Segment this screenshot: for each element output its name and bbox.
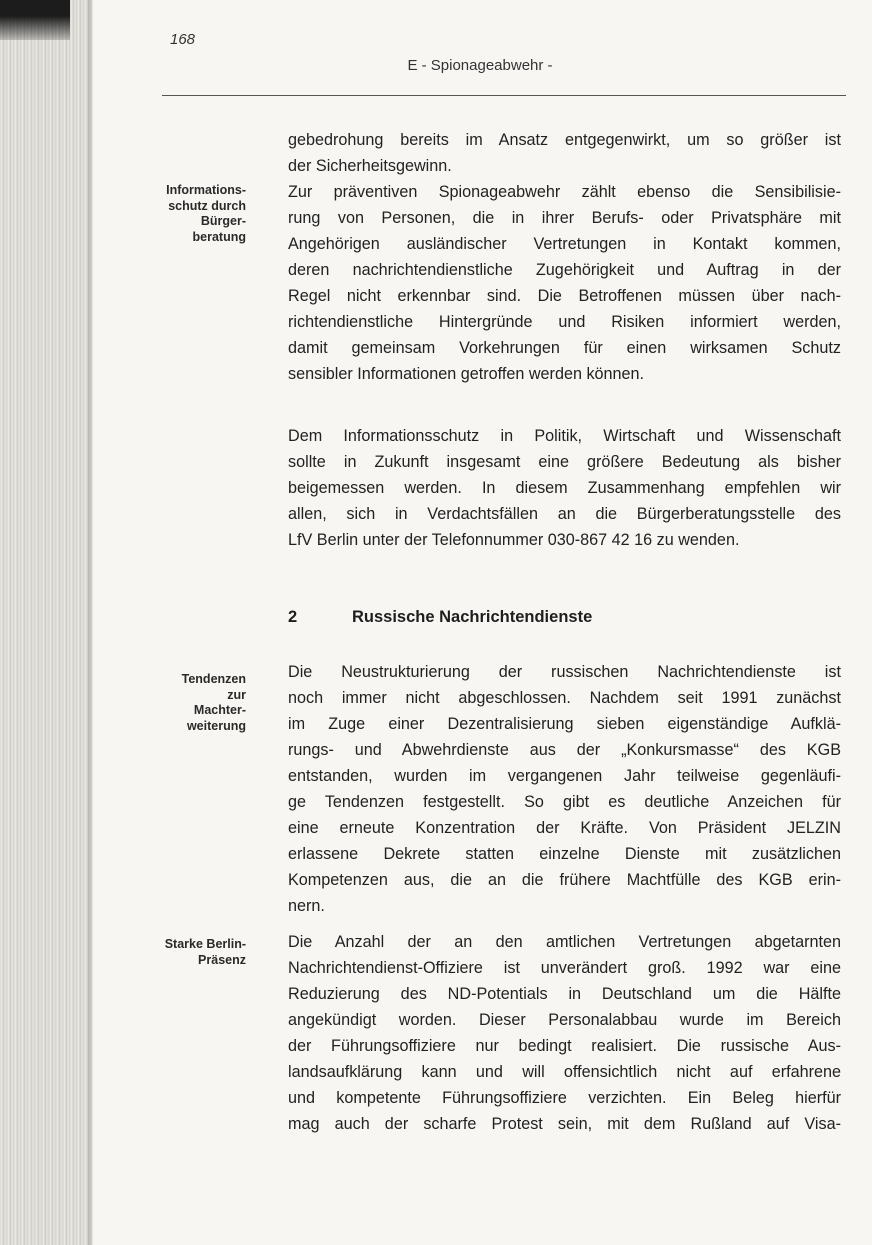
text-line: beigemessen werden. In diesem Zusammenhang empfehlen wir <box>288 479 841 497</box>
text-line: mag auch der scharfe Protest sein, mit dem Rußland auf Visa- <box>288 1115 841 1133</box>
margin-note-tendenzen <box>126 672 246 734</box>
text-line: Zur präventiven Spionageabwehr zählt ebenso die Sensibilisie- <box>288 183 841 201</box>
text-line: im Zuge einer Dezentralisierung sieben eigenständige Aufklä- <box>288 715 841 733</box>
margin-note-line: schutz durch <box>168 198 246 213</box>
text-line: der Sicherheitsgewinn. <box>288 157 452 175</box>
paragraph-sensibilisierung <box>288 179 841 387</box>
scan-shadow-corner <box>0 0 70 40</box>
margin-note-line: Bürger- <box>200 214 246 228</box>
text-line: Dem Informationsschutz in Politik, Wirtschaft und Wissenschaft <box>288 427 841 445</box>
text-line: der Führungsoffiziere nur bedingt realisiert. Die russische Aus- <box>288 1037 841 1055</box>
margin-note-line: weiterung <box>186 718 246 733</box>
section-heading <box>288 608 592 627</box>
margin-note-berlin-praesenz <box>126 937 246 968</box>
margin-note-informationsschutz <box>126 183 246 245</box>
book-page-edge <box>0 0 92 1245</box>
text-line: damit gemeinsam Vorkehrungen für einen wirksamen Schutz <box>288 339 841 357</box>
text-line: allen, sich in Verdachtsfällen an die Bürgerberatungsstelle des <box>288 505 841 523</box>
text-line: Nachrichtendienst-Offiziere ist unverändert groß. 1992 war eine <box>288 959 841 977</box>
text-line: ge Tendenzen festgestellt. So gibt es deutliche Anzeichen für <box>288 793 841 811</box>
text-line: rung von Personen, die in ihrer Berufs- oder Privatsphäre mit <box>288 209 841 227</box>
paragraph-continuation <box>288 127 841 179</box>
text-line: Regel nicht erkennbar sind. Die Betroffenen müssen über nach- <box>288 287 841 305</box>
text-line: Reduzierung des ND-Potentials in Deutschland um die Hälfte <box>288 985 841 1003</box>
text-line: richtendienstliche Hintergründe und Risiken informiert werden, <box>288 313 841 331</box>
margin-note-line: beratung <box>192 229 246 244</box>
margin-note-line: Präsenz <box>198 952 246 967</box>
text-line: rungs- und Abwehrdienste aus der „Konkursmasse“ des KGB <box>288 741 841 759</box>
page-gutter-shadow <box>88 0 94 1245</box>
text-line: sollte in Zukunft insgesamt eine größere Bedeutung als bisher <box>288 453 841 471</box>
margin-note-line: zur <box>227 687 246 702</box>
section-title: Russische Nachrichtendienste <box>352 608 593 626</box>
text-line: noch immer nicht abgeschlossen. Nachdem seit 1991 zunächst <box>288 689 841 707</box>
text-line: gebedrohung bereits im Ansatz entgegenwirkt, um so größer ist <box>288 131 841 149</box>
text-line: nern. <box>288 897 325 915</box>
text-line: entstanden, wurden im vergangenen Jahr teilweise gegenläufi- <box>288 767 841 785</box>
paragraph-neustrukturierung <box>288 659 841 919</box>
text-line: Kompetenzen aus, die an die frühere Machtfülle des KGB erin- <box>288 871 841 889</box>
section-number: 2 <box>288 608 298 626</box>
text-line: deren nachrichtendienstliche Zugehörigkeit und Auftrag in der <box>288 261 841 279</box>
text-line: angekündigt worden. Dieser Personalabbau wurde im Bereich <box>288 1011 841 1029</box>
text-line: eine erneute Konzentration der Kräfte. Von Präsident JELZIN <box>288 819 841 837</box>
page-number: 168 <box>170 31 196 48</box>
text-line: Die Anzahl der an den amtlichen Vertretungen abgetarnten <box>288 933 841 951</box>
text-line: Die Neustrukturierung der russischen Nachrichtendienste ist <box>288 663 841 681</box>
margin-note-line: Tendenzen <box>181 672 246 686</box>
margin-note-line: Informations- <box>166 183 246 197</box>
header-rule <box>162 95 846 96</box>
paragraph-informationsschutz <box>288 423 841 553</box>
paragraph-nd-offiziere <box>288 929 841 1137</box>
text-line: Angehörigen ausländischer Vertretungen in Kontakt kommen, <box>288 235 841 253</box>
text-line: landsaufklärung kann und will offensichtlich nicht auf erfahrene <box>288 1063 841 1081</box>
text-line: erlassene Dekrete statten einzelne Dienste mit zusätzlichen <box>288 845 841 863</box>
text-line: LfV Berlin unter der Telefonnummer 030-867 42 16 zu wenden. <box>288 531 740 549</box>
text-line: sensibler Informationen getroffen werden können. <box>288 365 645 383</box>
margin-note-line: Starke Berlin- <box>164 937 246 951</box>
margin-note-line: Machter- <box>193 703 246 717</box>
running-header: E - Spionageabwehr - <box>407 57 553 74</box>
text-line: und kompetente Führungsoffiziere verzichten. Ein Beleg hierfür <box>288 1089 841 1107</box>
